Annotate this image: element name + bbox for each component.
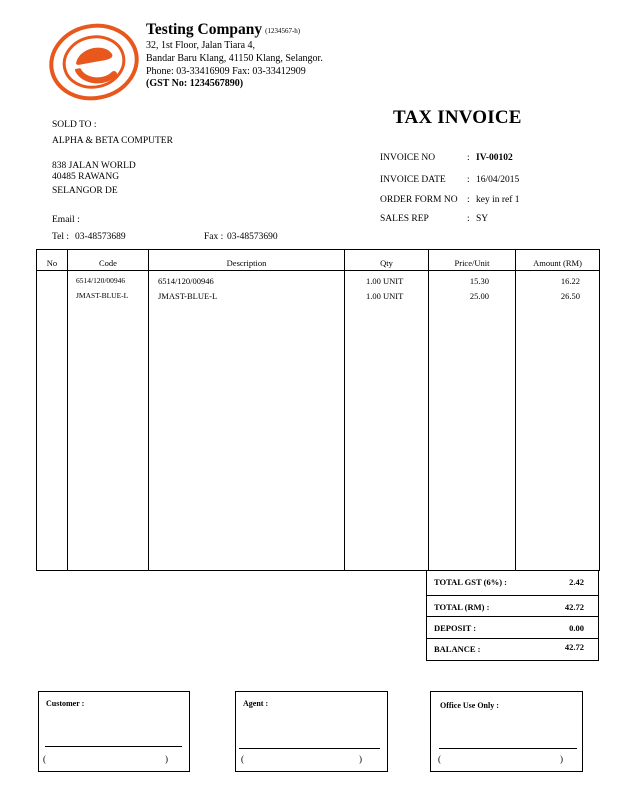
totals-divider: [427, 616, 599, 617]
order-form-label: ORDER FORM NO: [380, 195, 458, 205]
table-row-price: 25.00: [469, 291, 489, 301]
header-description: Description: [226, 258, 267, 268]
tel-label: Tel :: [52, 232, 70, 242]
header-no: No: [46, 258, 58, 268]
customer-signature-label: Customer :: [46, 699, 85, 708]
total-gst-label: TOTAL GST (6%) :: [434, 577, 507, 587]
header-qty: Qty: [380, 258, 393, 268]
deposit-label: DEPOSIT :: [434, 623, 477, 633]
customer-name: ALPHA & BETA COMPUTER: [52, 136, 173, 146]
office-close-paren: ): [560, 754, 563, 764]
invoice-no-sep: :: [467, 153, 470, 163]
company-address-line2: Bandar Baru Klang, 41150 Klang, Selangor.: [146, 53, 323, 64]
invoice-date-sep: :: [467, 175, 470, 185]
table-row-description: JMAST-BLUE-L: [158, 291, 218, 301]
agent-signature-label: Agent :: [243, 699, 269, 708]
table-row-code: 6514/120/00946: [76, 276, 126, 285]
header-code: Code: [99, 258, 117, 268]
fax-value: 03-48573690: [227, 232, 278, 242]
agent-signature-box: [235, 691, 388, 772]
table-row-price: 15.30: [469, 276, 489, 286]
balance-label: BALANCE :: [434, 644, 481, 654]
total-gst-value: 2.42: [569, 577, 584, 587]
invoice-date-value: 16/04/2015: [476, 175, 520, 185]
order-form-value: key in ref 1: [476, 195, 520, 205]
header-amount: Amount (RM): [533, 258, 582, 268]
agent-open-paren: (: [241, 754, 244, 764]
company-address-line1: 32, 1st Floor, Jalan Tiara 4,: [146, 40, 256, 51]
office-signature-line: [439, 748, 577, 749]
table-row-qty: 1.00 UNIT: [366, 276, 404, 286]
order-form-sep: :: [467, 195, 470, 205]
totals-divider: [427, 638, 599, 639]
company-name: Testing Company (1234567-h): [146, 21, 301, 38]
invoice-date-label: INVOICE DATE: [380, 175, 446, 185]
agent-close-paren: ): [359, 754, 362, 764]
table-column-divider: [67, 250, 68, 570]
total-label: TOTAL (RM) :: [434, 602, 490, 612]
table-row-amount: 16.22: [560, 276, 580, 286]
deposit-value: 0.00: [569, 623, 584, 633]
customer-signature-box: [38, 691, 190, 772]
customer-close-paren: ): [165, 754, 168, 764]
customer-address-line2: 40485 RAWANG: [52, 172, 120, 182]
totals-divider: [427, 595, 599, 596]
company-reg-no: (1234567-h): [265, 27, 301, 35]
email-label: Email :: [52, 215, 80, 225]
customer-address-line3: SELANGOR DE: [52, 186, 118, 196]
office-signature-box: [430, 691, 583, 772]
sold-to-label: SOLD TO :: [52, 120, 97, 130]
document-title: TAX INVOICE: [393, 107, 522, 128]
table-column-divider: [148, 250, 149, 570]
office-open-paren: (: [438, 754, 441, 764]
invoice-no-value: IV-00102: [476, 153, 513, 163]
table-row-amount: 26.50: [560, 291, 580, 301]
office-use-label: Office Use Only :: [440, 701, 499, 710]
customer-signature-line: [45, 746, 182, 747]
table-row-code: JMAST-BLUE-L: [76, 291, 129, 300]
company-logo-icon: [48, 20, 140, 102]
tel-value: 03-48573689: [75, 232, 126, 242]
sales-rep-label: SALES REP: [380, 214, 429, 224]
sales-rep-sep: :: [467, 214, 470, 224]
company-gst-no: (GST No: 1234567890): [146, 78, 244, 89]
fax-label: Fax :: [204, 232, 224, 242]
balance-value: 42.72: [564, 642, 584, 652]
table-row-description: 6514/120/00946: [158, 276, 214, 286]
invoice-no-label: INVOICE NO: [380, 153, 436, 163]
company-contact: Phone: 03-33416909 Fax: 03-33412909: [146, 66, 306, 77]
agent-signature-line: [239, 748, 380, 749]
header-price: Price/Unit: [454, 258, 490, 268]
customer-open-paren: (: [43, 754, 46, 764]
customer-address-line1: 838 JALAN WORLD: [52, 161, 136, 171]
table-column-divider: [344, 250, 345, 570]
total-value: 42.72: [564, 602, 584, 612]
table-row-qty: 1.00 UNIT: [366, 291, 404, 301]
sales-rep-value: SY: [476, 214, 489, 224]
